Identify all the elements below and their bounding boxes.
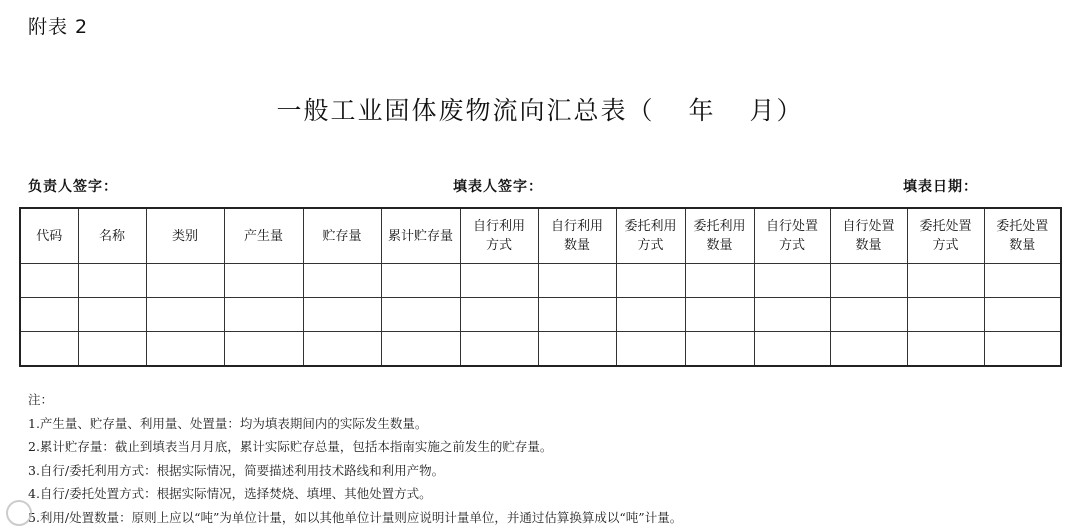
- column-header-label: 方式: [932, 238, 959, 253]
- table-cell[interactable]: [616, 298, 685, 332]
- table-cell[interactable]: [460, 264, 538, 298]
- table-cell[interactable]: [146, 298, 224, 332]
- table-cell[interactable]: [303, 332, 381, 367]
- column-header: [146, 208, 224, 264]
- column-header-label: 累计贮存量: [387, 228, 453, 244]
- table-cell[interactable]: [685, 298, 754, 332]
- table-cell[interactable]: [538, 298, 616, 332]
- title-year: 年: [688, 96, 716, 125]
- fill-date-label: 填表日期：: [903, 179, 978, 195]
- column-header-label: 数量: [1009, 238, 1036, 253]
- column-header-label: 委托利用: [624, 219, 677, 234]
- table-cell[interactable]: [20, 332, 78, 367]
- note-item: 5.利用/处置数量：原则上应以“吨”为单位计量，如以其他单位计量则应说明计量单位，并通过估算换算成以“吨”计量。: [28, 509, 683, 525]
- column-header-label: 自行处置: [842, 219, 895, 234]
- table-cell[interactable]: [460, 332, 538, 367]
- table-cell[interactable]: [381, 332, 460, 367]
- column-header-label: 方式: [485, 238, 512, 253]
- column-header-label: 自行利用: [472, 219, 525, 234]
- column-header-label: 自行利用: [550, 219, 603, 234]
- table-cell[interactable]: [224, 332, 303, 367]
- note-item: 2.累计贮存量：截止到填表当月月底，累计实际贮存总量，包括本指南实施之前发生的贮存量。: [28, 439, 553, 454]
- signature-row: [28, 176, 1058, 196]
- notes-heading: 注：: [28, 392, 54, 407]
- table-cell[interactable]: [907, 298, 984, 332]
- table-cell[interactable]: [907, 332, 984, 367]
- table-cell[interactable]: [146, 264, 224, 298]
- table-cell[interactable]: [78, 264, 146, 298]
- column-header-label: 产生量: [243, 228, 283, 244]
- table-cell[interactable]: [20, 264, 78, 298]
- table-cell[interactable]: [984, 298, 1061, 332]
- table-cell[interactable]: [381, 298, 460, 332]
- table-cell[interactable]: [685, 332, 754, 367]
- column-header-label: 名称: [98, 228, 125, 244]
- table-cell[interactable]: [907, 264, 984, 298]
- page-title: [0, 91, 1080, 127]
- table-cell[interactable]: [303, 264, 381, 298]
- column-header-label: 代码: [36, 228, 63, 244]
- column-header: [303, 208, 381, 264]
- note-item: 4.自行/委托处置方式：根据实际情况，选择焚烧、填埋、其他处置方式。: [28, 486, 432, 501]
- table-cell[interactable]: [830, 332, 907, 367]
- table-cell[interactable]: [754, 298, 830, 332]
- title-month: 月）: [749, 96, 804, 125]
- table-cell[interactable]: [754, 264, 830, 298]
- column-header-label: 数量: [563, 238, 590, 253]
- column-header: [754, 208, 830, 264]
- table-cell[interactable]: [984, 264, 1061, 298]
- title-main: 一般工业固体废物流向汇总表（: [276, 96, 655, 125]
- column-header-label: 委托处置: [919, 219, 972, 234]
- table-cell[interactable]: [460, 298, 538, 332]
- table-header-row: [20, 208, 1061, 264]
- notes-section: [28, 388, 682, 529]
- note-item: 1.产生量、贮存量、利用量、处置量：均为填表期间内的实际发生数量。: [28, 415, 428, 431]
- column-header-label: 委托利用: [693, 219, 746, 234]
- waste-flow-table: [19, 207, 1062, 367]
- table-cell[interactable]: [224, 264, 303, 298]
- note-item: 3.自行/委托利用方式：根据实际情况，简要描述利用技术路线和利用产物。: [28, 462, 445, 478]
- filler-signature-label: 填表人签字：: [453, 179, 543, 195]
- table-cell[interactable]: [303, 298, 381, 332]
- table-row: [20, 332, 1061, 367]
- table-cell[interactable]: [538, 332, 616, 367]
- column-header-label: 委托处置: [996, 219, 1049, 234]
- column-header-label: 自行处置: [765, 219, 818, 234]
- table-cell[interactable]: [20, 298, 78, 332]
- column-header: [685, 208, 754, 264]
- responsible-signature-label: 负责人签字：: [28, 179, 118, 195]
- table-cell[interactable]: [616, 332, 685, 367]
- table-cell[interactable]: [685, 264, 754, 298]
- column-header: [460, 208, 538, 264]
- appendix-label: 附表 2: [28, 16, 89, 38]
- table-cell[interactable]: [78, 332, 146, 367]
- column-header: [830, 208, 907, 264]
- column-header: [20, 208, 78, 264]
- table-cell[interactable]: [754, 332, 830, 367]
- table-cell[interactable]: [830, 298, 907, 332]
- column-header-label: 贮存量: [322, 228, 362, 244]
- column-header-label: 方式: [637, 238, 664, 253]
- table-cell[interactable]: [830, 264, 907, 298]
- column-header-label: 数量: [855, 238, 882, 253]
- column-header: [984, 208, 1061, 264]
- table-row: [20, 264, 1061, 298]
- column-header-label: 方式: [778, 238, 805, 253]
- column-header: [78, 208, 146, 264]
- table-cell[interactable]: [538, 264, 616, 298]
- column-header-label: 数量: [706, 238, 733, 253]
- table-cell[interactable]: [78, 298, 146, 332]
- column-header: [381, 208, 460, 264]
- table-cell[interactable]: [146, 332, 224, 367]
- table-cell[interactable]: [984, 332, 1061, 367]
- watermark-icon: [6, 500, 32, 526]
- column-header-label: 类别: [171, 228, 198, 244]
- table-cell[interactable]: [224, 298, 303, 332]
- table-row: [20, 298, 1061, 332]
- table-cell[interactable]: [381, 264, 460, 298]
- column-header: [538, 208, 616, 264]
- table-cell[interactable]: [616, 264, 685, 298]
- column-header: [616, 208, 685, 264]
- column-header: [224, 208, 303, 264]
- column-header: [907, 208, 984, 264]
